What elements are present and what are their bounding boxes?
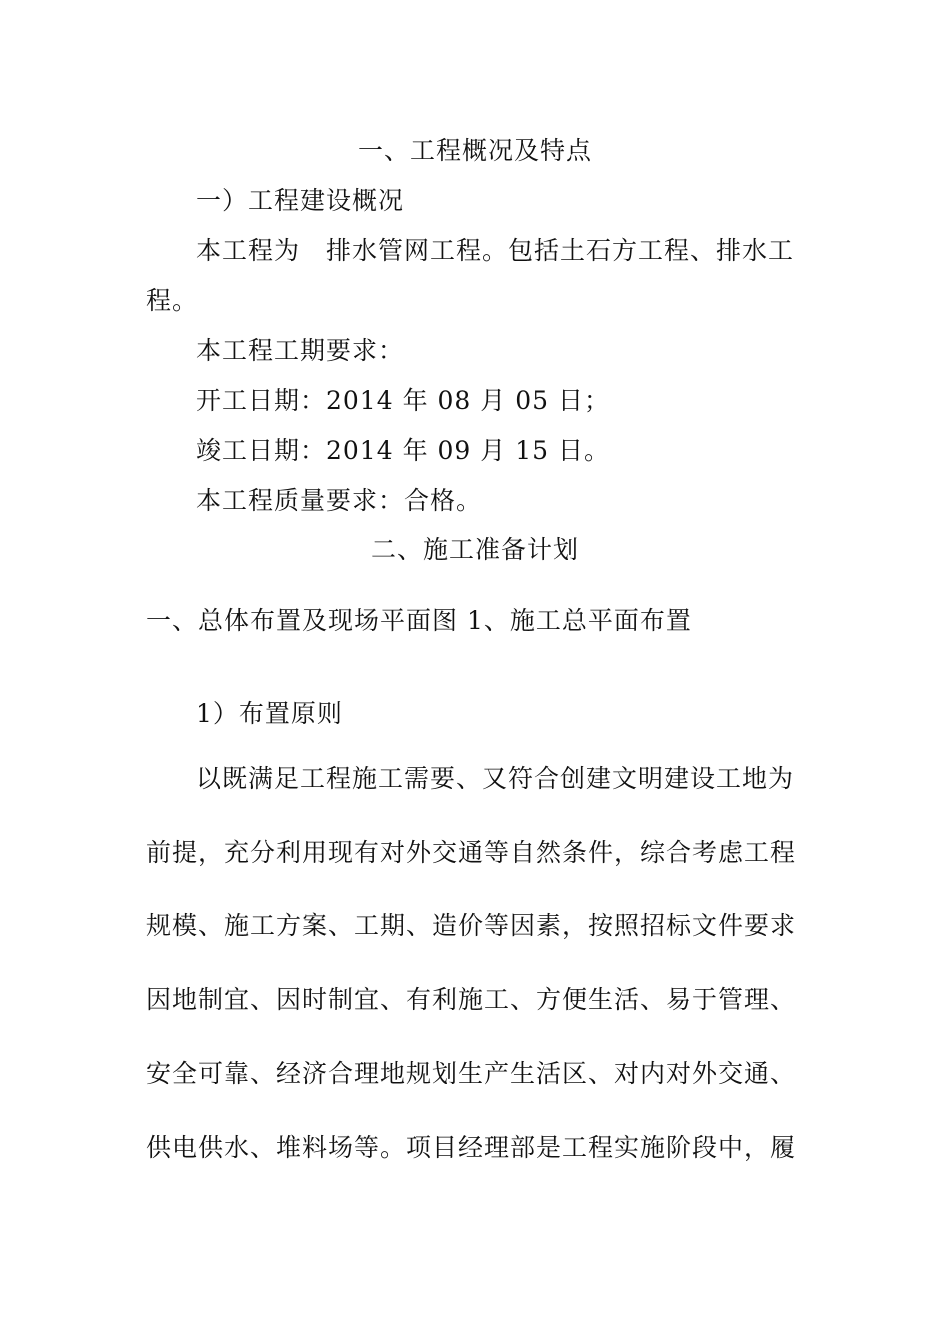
section2-heading: 二、施工准备计划 [370,535,579,564]
body-line: 规模、施工方案、工期、造价等因素，按照招标文件要求 [146,911,797,940]
schedule-label: 本工程工期要求： [196,336,405,365]
end-date: 竣工日期：2014 年 09 月 15 日。 [196,436,610,465]
section2-subheading: 一、总体布置及现场平面图 1、施工总平面布置 [146,606,692,635]
project-description-line1: 本工程为 排水管网工程。包括土石方工程、排水工 [196,236,795,265]
section1-subheading: 一）工程建设概况 [196,186,405,215]
body-line: 以既满足工程施工需要、又符合创建文明建设工地为 [196,764,795,793]
body-line: 供电供水、堆料场等。项目经理部是工程实施阶段中，履 [146,1133,797,1162]
section1-heading: 一、工程概况及特点 [357,136,592,165]
layout-principle-item: 1）布置原则 [196,699,343,728]
start-date: 开工日期：2014 年 08 月 05 日； [196,386,610,415]
project-description-line2: 程。 [146,286,199,315]
body-line: 因地制宜、因时制宜、有利施工、方便生活、易于管理、 [146,985,797,1014]
body-line: 安全可靠、经济合理地规划生产生活区、对内对外交通、 [146,1059,797,1088]
quality-requirement: 本工程质量要求：合格。 [196,486,483,515]
body-line: 前提，充分利用现有对外交通等自然条件，综合考虑工程 [146,838,797,867]
